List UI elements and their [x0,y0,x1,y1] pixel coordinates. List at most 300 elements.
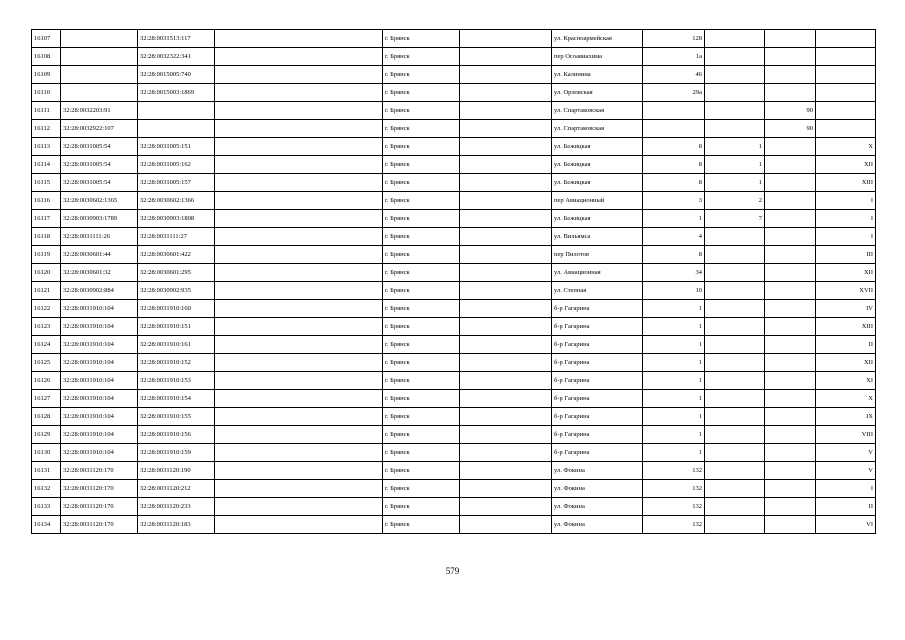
cell-object-cadastral-number: 32:28:0031120:190 [138,462,215,480]
cell-parcel-cadastral-number: 32:28:0030902:884 [61,282,138,300]
cell-street: б-р Гагарина [552,408,643,426]
cell-object-cadastral-number: 32:28:0031910:159 [138,444,215,462]
cell-row-number: 16109 [32,66,61,84]
cell-object-cadastral-number: 32:28:0031910:160 [138,300,215,318]
cell-row-number: 16116 [32,192,61,210]
cell-blank-column [215,282,383,300]
cell-blank-column [215,192,383,210]
cell-house-number: 29а [643,84,705,102]
cell-blank-column [215,462,383,480]
cell-blank-column-2 [460,210,552,228]
cell-parcel-cadastral-number: 32:28:0031120:170 [61,462,138,480]
cell-street: ул. Степная [552,282,643,300]
cell-house-number: 8 [643,156,705,174]
cell-blank-column [215,390,383,408]
cell-blank-column-2 [460,66,552,84]
cell-blank-column-2 [460,516,552,534]
cell-blank-column [215,246,383,264]
cell-room: IV [816,300,876,318]
cell-parcel-cadastral-number: 32:28:0031111:26 [61,228,138,246]
cell-street: пер Осоавиахима [552,48,643,66]
cell-street: ул. Бежицкая [552,210,643,228]
cell-object-cadastral-number: 32:28:0031910:151 [138,318,215,336]
cell-city: г. Брянск [383,66,460,84]
page-number: 579 [445,566,460,576]
cell-building [705,66,765,84]
cell-building [705,300,765,318]
cell-house-number: 3 [643,192,705,210]
cell-building [705,390,765,408]
cell-city: г. Брянск [383,444,460,462]
cell-house-number: 1 [643,354,705,372]
cell-room: V [816,444,876,462]
cell-room: X [816,390,876,408]
cell-building: 7 [705,210,765,228]
cell-blank-column-2 [460,336,552,354]
cell-object-cadastral-number: 32:28:0031005:162 [138,156,215,174]
cell-room: I [816,210,876,228]
cell-building: 1 [705,138,765,156]
cell-row-number: 16125 [32,354,61,372]
cell-room [816,84,876,102]
table-row [32,390,876,408]
cell-parcel-cadastral-number [61,30,138,48]
cell-row-number: 16118 [32,228,61,246]
cell-room: XVII [816,282,876,300]
cell-blank-column-2 [460,372,552,390]
cell-city: г. Брянск [383,300,460,318]
table-row [32,30,876,48]
cell-house-number: 10 [643,282,705,300]
cell-apartment [765,156,816,174]
cell-parcel-cadastral-number: 32:28:0031910:104 [61,372,138,390]
cell-apartment [765,408,816,426]
cell-building [705,84,765,102]
cell-row-number: 16131 [32,462,61,480]
cell-blank-column [215,336,383,354]
cell-blank-column [215,408,383,426]
cell-city: г. Брянск [383,210,460,228]
cell-parcel-cadastral-number: 32:28:0031910:104 [61,336,138,354]
cell-row-number: 16114 [32,156,61,174]
cell-parcel-cadastral-number: 32:28:0031005:54 [61,156,138,174]
cell-row-number: 16112 [32,120,61,138]
cell-object-cadastral-number: 32:28:0015003:1869 [138,84,215,102]
cell-city: г. Брянск [383,372,460,390]
cell-room: I [816,228,876,246]
cell-building [705,462,765,480]
cell-room: X [816,138,876,156]
cell-blank-column-2 [460,408,552,426]
cell-city: г. Брянск [383,318,460,336]
cell-apartment [765,282,816,300]
cell-city: г. Брянск [383,336,460,354]
cell-blank-column-2 [460,30,552,48]
cell-object-cadastral-number: 32:28:0031513:117 [138,30,215,48]
table-row [32,498,876,516]
cell-street: ул. Бежицкая [552,174,643,192]
table-row [32,318,876,336]
cell-street: б-р Гагарина [552,426,643,444]
cell-building [705,408,765,426]
cell-row-number: 16113 [32,138,61,156]
cell-blank-column [215,48,383,66]
cell-object-cadastral-number: 32:28:0030903:1808 [138,210,215,228]
cell-building [705,336,765,354]
cell-parcel-cadastral-number: 32:28:0031120:170 [61,480,138,498]
cell-building: 1 [705,174,765,192]
cell-blank-column [215,228,383,246]
cell-apartment [765,444,816,462]
cell-row-number: 16120 [32,264,61,282]
table-row [32,48,876,66]
cell-row-number: 16115 [32,174,61,192]
cell-house-number: 132 [643,498,705,516]
cell-object-cadastral-number: 32:28:0031111:27 [138,228,215,246]
cell-parcel-cadastral-number [61,48,138,66]
cell-house-number: 1 [643,300,705,318]
cell-apartment [765,498,816,516]
cell-street: пер Пилотов [552,246,643,264]
cell-parcel-cadastral-number: 32:28:0030601:32 [61,264,138,282]
cell-street: ул. Фокина [552,516,643,534]
cell-row-number: 16124 [32,336,61,354]
cell-street: ул. Бежицкая [552,138,643,156]
table-row [32,372,876,390]
cell-room: XI [816,372,876,390]
cell-object-cadastral-number: 32:28:0031910:155 [138,408,215,426]
cell-object-cadastral-number: 32:28:0030902:935 [138,282,215,300]
cell-object-cadastral-number: 32:28:0032322:341 [138,48,215,66]
cell-room: XIII [816,174,876,192]
cell-street: ул. Вильямса [552,228,643,246]
cell-house-number: 1 [643,318,705,336]
cell-blank-column [215,156,383,174]
cell-building [705,444,765,462]
cell-parcel-cadastral-number [61,66,138,84]
cell-room: I [816,192,876,210]
cell-city: г. Брянск [383,462,460,480]
cell-street: ул. Фокина [552,480,643,498]
cell-blank-column [215,444,383,462]
cell-apartment [765,30,816,48]
cell-room: VI [816,516,876,534]
cell-building [705,372,765,390]
table-row [32,228,876,246]
table-row [32,300,876,318]
cell-street: ул. Фокина [552,498,643,516]
table-row [32,426,876,444]
cell-city: г. Брянск [383,354,460,372]
cell-building [705,228,765,246]
cell-row-number: 16128 [32,408,61,426]
cell-house-number: 46 [643,66,705,84]
cell-city: г. Брянск [383,264,460,282]
cell-apartment [765,84,816,102]
table-row [32,102,876,120]
cell-room [816,30,876,48]
cell-building [705,30,765,48]
cell-city: г. Брянск [383,192,460,210]
cell-blank-column-2 [460,264,552,282]
cell-street: ул. Орловская [552,84,643,102]
cell-room: I [816,480,876,498]
cell-city: г. Брянск [383,498,460,516]
cell-object-cadastral-number: 32:28:0030601:422 [138,246,215,264]
table-row [32,480,876,498]
cell-house-number: 1 [643,336,705,354]
cell-house-number: 128 [643,30,705,48]
cell-apartment [765,516,816,534]
cell-object-cadastral-number: 32:28:0031910:161 [138,336,215,354]
cell-blank-column [215,120,383,138]
cell-row-number: 16133 [32,498,61,516]
cell-house-number: 1 [643,444,705,462]
cell-city: г. Брянск [383,282,460,300]
cell-parcel-cadastral-number: 32:28:0031910:104 [61,444,138,462]
cell-street: б-р Гагарина [552,336,643,354]
cell-object-cadastral-number: 32:28:0030602:1366 [138,192,215,210]
cell-house-number: 8 [643,246,705,264]
cell-street: б-р Гагарина [552,300,643,318]
cell-object-cadastral-number [138,120,215,138]
cell-blank-column [215,102,383,120]
cell-blank-column [215,174,383,192]
cell-blank-column-2 [460,48,552,66]
cell-blank-column-2 [460,480,552,498]
cell-blank-column-2 [460,354,552,372]
cell-blank-column-2 [460,426,552,444]
cell-row-number: 16110 [32,84,61,102]
cell-blank-column-2 [460,498,552,516]
cell-object-cadastral-number: 32:28:0031005:151 [138,138,215,156]
cell-city: г. Брянск [383,156,460,174]
cell-blank-column [215,516,383,534]
cell-apartment [765,138,816,156]
cell-room: XII [816,156,876,174]
cell-apartment [765,462,816,480]
cell-room: III [816,246,876,264]
cell-row-number: 16121 [32,282,61,300]
cell-street: б-р Гагарина [552,318,643,336]
cell-city: г. Брянск [383,138,460,156]
cell-parcel-cadastral-number: 32:28:0031910:104 [61,318,138,336]
cell-room [816,66,876,84]
cell-room [816,48,876,66]
cell-row-number: 16122 [32,300,61,318]
cell-city: г. Брянск [383,390,460,408]
cell-apartment [765,174,816,192]
cell-blank-column-2 [460,174,552,192]
cell-object-cadastral-number: 32:28:0031005:157 [138,174,215,192]
cell-city: г. Брянск [383,480,460,498]
cell-street: б-р Гагарина [552,390,643,408]
cell-parcel-cadastral-number: 32:28:0031120:170 [61,498,138,516]
cell-blank-column-2 [460,84,552,102]
cell-house-number: 8 [643,138,705,156]
cell-building [705,498,765,516]
table-row [32,282,876,300]
cell-apartment: 90 [765,120,816,138]
cell-blank-column [215,30,383,48]
cell-blank-column-2 [460,300,552,318]
cell-object-cadastral-number: 32:28:0015005:740 [138,66,215,84]
cell-row-number: 16130 [32,444,61,462]
cell-parcel-cadastral-number: 32:28:0030602:1365 [61,192,138,210]
property-registry-table [31,29,876,534]
cell-apartment [765,480,816,498]
cell-street: ул. Авиационная [552,264,643,282]
table-row [32,246,876,264]
cell-apartment: 90 [765,102,816,120]
cell-blank-column-2 [460,156,552,174]
cell-house-number: 1а [643,48,705,66]
cell-parcel-cadastral-number: 32:28:0031910:104 [61,300,138,318]
cell-building [705,516,765,534]
cell-object-cadastral-number: 32:28:0031910:156 [138,426,215,444]
table-row [32,66,876,84]
cell-room: XIII [816,318,876,336]
table-row [32,174,876,192]
cell-object-cadastral-number: 32:28:0031120:233 [138,498,215,516]
cell-house-number: 132 [643,516,705,534]
cell-building [705,480,765,498]
table-row [32,192,876,210]
cell-building [705,426,765,444]
cell-blank-column [215,498,383,516]
cell-blank-column [215,300,383,318]
cell-room [816,102,876,120]
cell-street: ул. Спартаковская [552,102,643,120]
cell-blank-column-2 [460,462,552,480]
cell-city: г. Брянск [383,120,460,138]
cell-blank-column-2 [460,282,552,300]
cell-row-number: 16111 [32,102,61,120]
cell-house-number: 4 [643,228,705,246]
table-row [32,210,876,228]
cell-apartment [765,66,816,84]
cell-building [705,48,765,66]
cell-object-cadastral-number: 32:28:0031910:154 [138,390,215,408]
cell-room: II [816,336,876,354]
cell-house-number: 132 [643,480,705,498]
cell-house-number: 1 [643,390,705,408]
cell-apartment [765,228,816,246]
cell-city: г. Брянск [383,408,460,426]
cell-blank-column-2 [460,444,552,462]
cell-row-number: 16132 [32,480,61,498]
cell-room: XII [816,354,876,372]
table-row [32,516,876,534]
cell-apartment [765,318,816,336]
cell-city: г. Брянск [383,246,460,264]
cell-room: VIII [816,426,876,444]
cell-apartment [765,48,816,66]
cell-room: II [816,498,876,516]
cell-blank-column-2 [460,390,552,408]
cell-city: г. Брянск [383,48,460,66]
cell-object-cadastral-number [138,102,215,120]
table-row [32,462,876,480]
cell-apartment [765,210,816,228]
cell-parcel-cadastral-number: 32:28:0032203:91 [61,102,138,120]
cell-building: 1 [705,156,765,174]
cell-blank-column-2 [460,192,552,210]
cell-blank-column-2 [460,318,552,336]
cell-street: ул. Фокина [552,462,643,480]
cell-street: б-р Гагарина [552,354,643,372]
cell-room: IX [816,408,876,426]
cell-parcel-cadastral-number: 32:28:0031910:104 [61,408,138,426]
cell-house-number: 8 [643,174,705,192]
cell-street: ул. Спартаковская [552,120,643,138]
cell-blank-column-2 [460,246,552,264]
cell-street: б-р Гагарина [552,444,643,462]
cell-row-number: 16107 [32,30,61,48]
cell-city: г. Брянск [383,426,460,444]
cell-room: V [816,462,876,480]
cell-street: ул. Красноармейская [552,30,643,48]
cell-blank-column [215,66,383,84]
cell-object-cadastral-number: 32:28:0031120:212 [138,480,215,498]
cell-house-number: 132 [643,462,705,480]
cell-row-number: 16129 [32,426,61,444]
cell-blank-column [215,138,383,156]
cell-blank-column [215,210,383,228]
cell-object-cadastral-number: 32:28:0031910:152 [138,354,215,372]
cell-house-number: 34 [643,264,705,282]
cell-row-number: 16117 [32,210,61,228]
cell-city: г. Брянск [383,102,460,120]
cell-blank-column [215,354,383,372]
cell-parcel-cadastral-number: 32:28:0030903:1789 [61,210,138,228]
cell-row-number: 16126 [32,372,61,390]
cell-blank-column-2 [460,138,552,156]
cell-building [705,102,765,120]
cell-room: XII [816,264,876,282]
cell-apartment [765,372,816,390]
cell-apartment [765,264,816,282]
cell-house-number: 1 [643,210,705,228]
cell-apartment [765,192,816,210]
table-row [32,138,876,156]
cell-street: б-р Гагарина [552,372,643,390]
cell-blank-column [215,318,383,336]
cell-blank-column-2 [460,102,552,120]
cell-apartment [765,336,816,354]
cell-house-number [643,102,705,120]
cell-object-cadastral-number: 32:28:0030601:295 [138,264,215,282]
cell-house-number: 1 [643,426,705,444]
cell-blank-column [215,426,383,444]
cell-blank-column-2 [460,228,552,246]
cell-building [705,120,765,138]
cell-house-number: 1 [643,372,705,390]
cell-blank-column-2 [460,120,552,138]
cell-row-number: 16127 [32,390,61,408]
cell-apartment [765,426,816,444]
cell-apartment [765,390,816,408]
cell-object-cadastral-number: 32:28:0031910:153 [138,372,215,390]
cell-house-number [643,120,705,138]
cell-parcel-cadastral-number: 32:28:0031005:54 [61,138,138,156]
cell-street: ул. Калинина [552,66,643,84]
cell-object-cadastral-number: 32:28:0031120:183 [138,516,215,534]
cell-street: пер Авиационный [552,192,643,210]
table-row [32,444,876,462]
table-body [32,30,876,534]
cell-house-number: 1 [643,408,705,426]
